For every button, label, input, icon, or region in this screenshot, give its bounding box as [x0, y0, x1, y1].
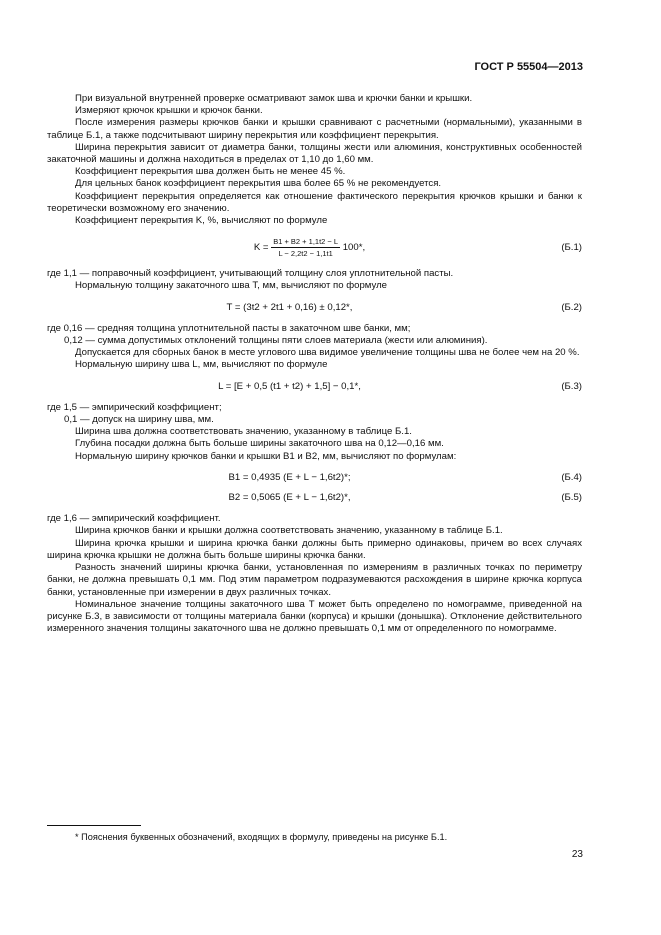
- fraction-denominator: L − 2,2t2 − 1,1t1: [278, 249, 333, 259]
- footnote-separator: [47, 825, 141, 826]
- where-clause: где 1,6 — эмпирический коэффициент.: [47, 513, 221, 525]
- formula-number: (Б.4): [561, 471, 582, 483]
- paragraph: Нормальную толщину закаточного шва T, мм, вычисляют по формуле: [75, 280, 388, 292]
- paragraph: Ширина крючков банки и крышки должна соответствовать значению, указанному в таблице Б.1.: [75, 525, 503, 537]
- formula-expression: B2 = 0,5065 (E + L − 1,6t2)*,: [228, 492, 351, 504]
- page-number: 23: [571, 849, 583, 860]
- paragraph: Допускается для сборных банок в месте углового шва видимое увеличение толщины шва не более чем на 20 %.: [75, 347, 580, 359]
- fraction-numerator: B1 + B2 + 1,1t2 − L: [273, 237, 339, 247]
- where-clause: 0,1 — допуск на ширину шва, мм.: [64, 414, 214, 426]
- formula-b4: [47, 472, 582, 484]
- formula-b3: [47, 381, 582, 393]
- formula-lhs: K =: [253, 242, 269, 254]
- paragraph: Для цельных банок коэффициент перекрытия шва более 65 % не рекомендуется.: [75, 178, 442, 190]
- footnote: * Пояснения буквенных обозначений, входящих в формулу, приведены на рисунке Б.1.: [75, 832, 448, 842]
- formula-number: (Б.2): [561, 301, 582, 313]
- where-clause: где 0,16 — средняя толщина уплотнительной пасты в закаточном шве банки, мм;: [47, 322, 411, 334]
- formula-b1: [47, 237, 582, 258]
- paragraph: После измерения размеры крючков банки и крышки сравнивают с расчетными (нормальными), указанными в таблице Б.1, а также подсчитывают ширину перекрытия или коэффициент перекрытия.: [47, 117, 582, 141]
- paragraph: Коэффициент перекрытия шва должен быть не менее 45 %.: [75, 166, 346, 178]
- paragraph: Ширина перекрытия зависит от диаметра банки, толщины жести или алюминия, конструктивных особенностей закаточной машины и должна находиться в пределах от 1,10 до 1,60 мм.: [47, 141, 582, 166]
- document-header: ГОСТ Р 55504—2013: [474, 61, 583, 73]
- paragraph: Коэффициент перекрытия определяется как отношение фактического перекрытия крючков крышки и банки к теоретически возможному его значению.: [47, 190, 582, 214]
- paragraph: Разность значений ширины крючка банки, установленная по измерениям в различных точках по периметру банки, не должна превышать 0,1 мм. Под этим параметром подразумеваются расхождения в ширине крючка корпуса банки, установленные при измерении в двух различных точках.: [47, 562, 582, 598]
- formula-number: (Б.1): [561, 241, 582, 253]
- where-clause: 0,12 — сумма допустимых отклонений толщины пяти слоев материала (жести или алюминия).: [64, 335, 488, 347]
- page-body: [47, 93, 582, 635]
- formula-expression: T = (3t2 + 2t1 + 0,16) ± 0,12*,: [226, 301, 353, 313]
- paragraph: Ширина крючка крышки и ширина крючка банки должны быть примерно одинаковы, причем во всех случаях ширина крючка крышки не должна быть больше ширины крючка банки.: [47, 537, 582, 561]
- where-clause: где 1,5 — эмпирический коэффициент;: [47, 401, 222, 413]
- paragraph: При визуальной внутренней проверке осматривают замок шва и крючки банки и крышки.: [75, 93, 473, 104]
- paragraph: Ширина шва должна соответствовать значению, указанному в таблице Б.1.: [75, 426, 412, 438]
- formula-tail: 100*,: [342, 242, 366, 254]
- paragraph: Нормальную ширину крючков банки и крышки B1 и B2, мм, вычисляют по формулам:: [75, 450, 457, 462]
- formula-number: (Б.3): [561, 380, 582, 392]
- formula-b2: [47, 302, 582, 314]
- formula-expression: L = [E + 0,5 (t1 + t2) + 1,5] − 0,1*,: [218, 380, 361, 392]
- formula-number: (Б.5): [561, 492, 582, 504]
- paragraph: Нормальную ширину шва L, мм, вычисляют по формуле: [75, 359, 328, 371]
- formula-b5: [47, 492, 582, 504]
- formula-fraction: [271, 237, 340, 258]
- paragraph: Измеряют крючок крышки и крючок банки.: [75, 105, 263, 117]
- paragraph: Номинальное значение толщины закаточного шва T может быть определено по номограмме, приведенной на рисунке Б.3, в зависимости от толщины материала банки (корпуса) и крышки (донышка). Отклонение действительного измеренного значения толщины закаточного шва не должно превышать 0,1 мм от определенного по номограмме.: [47, 598, 582, 635]
- formula-expression: B1 = 0,4935 (E + L − 1,6t2)*;: [228, 471, 351, 483]
- where-clause: где 1,1 — поправочный коэффициент, учитывающий толщину слоя уплотнительной пасты.: [47, 268, 454, 280]
- paragraph: Глубина посадки должна быть больше ширины закаточного шва на 0,12—0,16 мм.: [75, 438, 444, 450]
- paragraph: Коэффициент перекрытия K, %, вычисляют по формуле: [75, 215, 328, 227]
